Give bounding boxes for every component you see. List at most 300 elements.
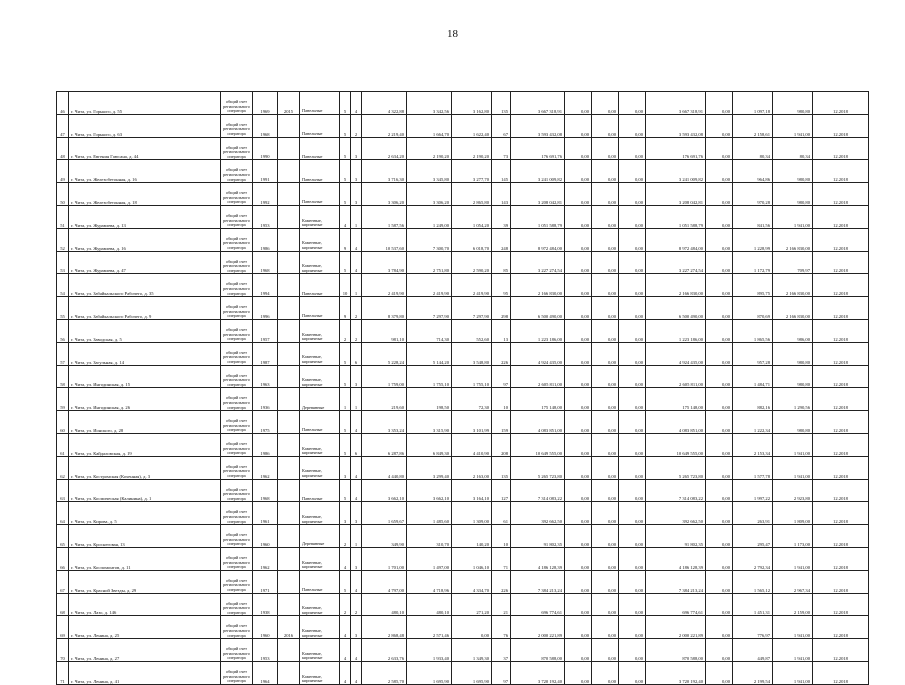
wall-material-cell: Панельные: [300, 160, 340, 183]
fund-other-cell: 0,00: [706, 547, 733, 570]
table-row: [57, 92, 869, 115]
deadline-cell: 12.2018: [813, 593, 869, 616]
fund-local-cell: 0,00: [619, 251, 646, 274]
total-area-cell: 1 587,56: [362, 205, 407, 228]
cost-total-cell: 3 227 274,54: [511, 251, 565, 274]
overhaul-year-cell: [278, 342, 300, 365]
entrances-cell: 6: [351, 433, 362, 456]
table-row: [57, 365, 869, 388]
total-area-cell: 1 759,00: [362, 365, 407, 388]
fund-owner-cell: общий счет регионального оператора: [221, 433, 253, 456]
max-unit-cost-cell: 1 941,00: [773, 433, 813, 456]
entrances-cell: 4: [351, 411, 362, 434]
max-unit-cost-cell: 1 941,00: [773, 205, 813, 228]
deadline-cell: 12.2018: [813, 205, 869, 228]
residents-cell: 10: [492, 525, 511, 548]
floors-cell: 5: [340, 137, 351, 160]
fund-other-cell: 0,00: [706, 525, 733, 548]
fund-local-cell: 0,00: [619, 297, 646, 320]
area-nonliving-cell: 1 046,10: [452, 547, 492, 570]
max-unit-cost-cell: 1 941,00: [773, 661, 813, 684]
residents-cell: 298: [492, 297, 511, 320]
address-cell: г. Чита, ул. Журавлева, д. 16: [69, 228, 221, 251]
fund-other-cell: 0,00: [706, 251, 733, 274]
floors-cell: 5: [340, 570, 351, 593]
commission-year-cell: 1953: [253, 205, 278, 228]
residents-cell: 10: [492, 388, 511, 411]
deadline-cell: 12.2018: [813, 92, 869, 115]
fund-owner-cell: общий счет регионального оператора: [221, 92, 253, 115]
address-cell: г. Чита, ул. Горького, д. 55: [69, 92, 221, 115]
row-number-cell: 57: [57, 342, 69, 365]
fund-federal-cell: 0,00: [565, 570, 592, 593]
fund-owners-cell: 3 241 009,82: [646, 160, 706, 183]
address-cell: г. Чита, ул. Ингодинская, д. 15: [69, 365, 221, 388]
commission-year-cell: 1994: [253, 274, 278, 297]
row-number-cell: 54: [57, 274, 69, 297]
commission-year-cell: 1960: [253, 525, 278, 548]
fund-owners-cell: 2 000 221,89: [646, 616, 706, 639]
deadline-cell: 12.2018: [813, 570, 869, 593]
overhaul-year-cell: [278, 205, 300, 228]
total-area-cell: 3 716,30: [362, 160, 407, 183]
area-nonliving-cell: 3 162,80: [452, 92, 492, 115]
fund-regional-cell: 0,00: [592, 433, 619, 456]
fund-federal-cell: 0,00: [565, 114, 592, 137]
max-unit-cost-cell: 2 166 830,00: [773, 274, 813, 297]
address-cell: г. Чита, ул. Горького, д. 63: [69, 114, 221, 137]
unit-cost-cell: 1 451,31: [733, 593, 773, 616]
wall-material-cell: Каменные, кирпичные: [300, 639, 340, 662]
overhaul-year-cell: [278, 137, 300, 160]
wall-material-cell: Каменные, кирпичные: [300, 228, 340, 251]
fund-federal-cell: 0,00: [565, 365, 592, 388]
fund-local-cell: 0,00: [619, 661, 646, 684]
area-nonliving-cell: 4 334,70: [452, 570, 492, 593]
area-living-cell: 7 297,90: [407, 297, 452, 320]
address-cell: г. Чита, ул. Ленина, д. 25: [69, 616, 221, 639]
area-living-cell: 1 497,00: [407, 547, 452, 570]
fund-owner-cell: общий счет регионального оператора: [221, 228, 253, 251]
overhaul-year-cell: [278, 479, 300, 502]
overhaul-year-cell: 2016: [278, 616, 300, 639]
unit-cost-cell: 1 228,99: [733, 228, 773, 251]
address-cell: г. Чита, ул. Евгения Гаюсана, д. 44: [69, 137, 221, 160]
table-row: [57, 616, 869, 639]
wall-material-cell: Панельные: [300, 479, 340, 502]
table-row: [57, 137, 869, 160]
fund-owners-cell: 696 774,61: [646, 593, 706, 616]
deadline-cell: 12.2018: [813, 388, 869, 411]
table-row: [57, 411, 869, 434]
wall-material-cell: Панельные: [300, 411, 340, 434]
max-unit-cost-cell: 980,80: [773, 365, 813, 388]
total-area-cell: 3 784,90: [362, 251, 407, 274]
area-nonliving-cell: 1 054,20: [452, 205, 492, 228]
max-unit-cost-cell: 1 941,00: [773, 547, 813, 570]
fund-federal-cell: 0,00: [565, 183, 592, 206]
table-row: [57, 251, 869, 274]
max-unit-cost-cell: 2 159,00: [773, 593, 813, 616]
fund-owner-cell: общий счет регионального оператора: [221, 593, 253, 616]
area-nonliving-cell: 2 590,20: [452, 251, 492, 274]
commission-year-cell: 1996: [253, 297, 278, 320]
floors-cell: 5: [340, 251, 351, 274]
area-living-cell: 1 933,40: [407, 639, 452, 662]
total-area-cell: 2 868,48: [362, 616, 407, 639]
table-row: [57, 388, 869, 411]
fund-local-cell: 0,00: [619, 525, 646, 548]
fund-local-cell: 0,00: [619, 114, 646, 137]
floors-cell: 5: [340, 92, 351, 115]
total-area-cell: 8 379,80: [362, 297, 407, 320]
table-row: [57, 160, 869, 183]
deadline-cell: 12.2018: [813, 639, 869, 662]
address-cell: г. Чита, ул. Забайкальского Рабочего, д. 9: [69, 297, 221, 320]
fund-federal-cell: 0,00: [565, 616, 592, 639]
area-nonliving-cell: 0,00: [452, 616, 492, 639]
entrances-cell: 4: [351, 251, 362, 274]
deadline-cell: 12.2018: [813, 433, 869, 456]
wall-material-cell: Каменные, кирпичные: [300, 502, 340, 525]
max-unit-cost-cell: 1 941,00: [773, 616, 813, 639]
table-row: [57, 114, 869, 137]
area-living-cell: 1 755,10: [407, 365, 452, 388]
fund-other-cell: 0,00: [706, 342, 733, 365]
fund-owners-cell: 91 802,35: [646, 525, 706, 548]
table-row: [57, 342, 869, 365]
fund-other-cell: 0,00: [706, 365, 733, 388]
unit-cost-cell: 882,16: [733, 388, 773, 411]
table-row: [57, 205, 869, 228]
fund-regional-cell: 0,00: [592, 502, 619, 525]
overhaul-year-cell: [278, 547, 300, 570]
row-number-cell: 64: [57, 502, 69, 525]
fund-regional-cell: 0,00: [592, 525, 619, 548]
cost-total-cell: 2 000 221,89: [511, 616, 565, 639]
unit-cost-cell: 449,87: [733, 639, 773, 662]
area-living-cell: 2 751,80: [407, 251, 452, 274]
fund-local-cell: 0,00: [619, 183, 646, 206]
fund-owner-cell: общий счет регионального оператора: [221, 274, 253, 297]
deadline-cell: 12.2018: [813, 228, 869, 251]
residents-cell: 67: [492, 114, 511, 137]
residents-cell: 95: [492, 274, 511, 297]
floors-cell: 5: [340, 160, 351, 183]
fund-owner-cell: общий счет регионального оператора: [221, 570, 253, 593]
area-nonliving-cell: 271,20: [452, 593, 492, 616]
overhaul-year-cell: [278, 160, 300, 183]
area-nonliving-cell: 1 755,10: [452, 365, 492, 388]
area-living-cell: 5 144,20: [407, 342, 452, 365]
commission-year-cell: 1986: [253, 228, 278, 251]
area-living-cell: 1 695,90: [407, 661, 452, 684]
area-living-cell: 310,70: [407, 525, 452, 548]
table-row: [57, 456, 869, 479]
entrances-cell: 3: [351, 502, 362, 525]
fund-owners-cell: 176 691,76: [646, 137, 706, 160]
deadline-cell: 12.2018: [813, 365, 869, 388]
fund-owners-cell: 4 083 851,00: [646, 411, 706, 434]
fund-owners-cell: 6 500 490,00: [646, 297, 706, 320]
residents-cell: 73: [492, 137, 511, 160]
fund-owner-cell: общий счет регионального оператора: [221, 183, 253, 206]
residents-cell: 97: [492, 365, 511, 388]
fund-federal-cell: 0,00: [565, 388, 592, 411]
area-living-cell: 3 662,10: [407, 479, 452, 502]
wall-material-cell: Панельные: [300, 274, 340, 297]
max-unit-cost-cell: 2 166 830,00: [773, 228, 813, 251]
fund-federal-cell: 0,00: [565, 411, 592, 434]
cost-total-cell: 4 186 128,39: [511, 547, 565, 570]
row-number-cell: 63: [57, 479, 69, 502]
row-number-cell: 56: [57, 319, 69, 342]
area-nonliving-cell: 4 410,90: [452, 433, 492, 456]
fund-federal-cell: 0,00: [565, 228, 592, 251]
commission-year-cell: 1990: [253, 137, 278, 160]
cost-total-cell: 1 223 186,00: [511, 319, 565, 342]
max-unit-cost-cell: 2 967,34: [773, 570, 813, 593]
max-unit-cost-cell: 2 923,80: [773, 479, 813, 502]
fund-regional-cell: 0,00: [592, 616, 619, 639]
floors-cell: 4: [340, 639, 351, 662]
fund-other-cell: 0,00: [706, 639, 733, 662]
wall-material-cell: Панельные: [300, 183, 340, 206]
table-row: [57, 502, 869, 525]
fund-other-cell: 0,00: [706, 593, 733, 616]
entrances-cell: 4: [351, 570, 362, 593]
fund-owners-cell: 870 588,00: [646, 639, 706, 662]
fund-regional-cell: 0,00: [592, 137, 619, 160]
max-unit-cost-cell: 980,80: [773, 411, 813, 434]
fund-federal-cell: 0,00: [565, 297, 592, 320]
fund-regional-cell: 0,00: [592, 388, 619, 411]
cost-total-cell: 8 972 484,00: [511, 228, 565, 251]
address-cell: г. Чита, ул. Лазо, д. 146: [69, 593, 221, 616]
floors-cell: 5: [340, 114, 351, 137]
fund-local-cell: 0,00: [619, 319, 646, 342]
area-nonliving-cell: 3 548,80: [452, 342, 492, 365]
max-unit-cost-cell: 80,34: [773, 137, 813, 160]
unit-cost-cell: 1 865,56: [733, 319, 773, 342]
floors-cell: 3: [340, 502, 351, 525]
total-area-cell: 6 287,86: [362, 433, 407, 456]
residents-cell: 226: [492, 342, 511, 365]
area-nonliving-cell: 72,30: [452, 388, 492, 411]
total-area-cell: 4 797,00: [362, 570, 407, 593]
row-number-cell: 70: [57, 639, 69, 662]
fund-owner-cell: общий счет регионального оператора: [221, 479, 253, 502]
fund-regional-cell: 0,00: [592, 547, 619, 570]
commission-year-cell: 1953: [253, 639, 278, 662]
fund-owners-cell: 2 166 830,00: [646, 274, 706, 297]
unit-cost-cell: 1 172,79: [733, 251, 773, 274]
total-area-cell: 3 662,10: [362, 479, 407, 502]
fund-owners-cell: 175 148,00: [646, 388, 706, 411]
row-number-cell: 66: [57, 547, 69, 570]
fund-other-cell: 0,00: [706, 183, 733, 206]
row-number-cell: 67: [57, 570, 69, 593]
commission-year-cell: 1975: [253, 411, 278, 434]
residents-cell: 135: [492, 92, 511, 115]
total-area-cell: 981,10: [362, 319, 407, 342]
address-cell: г. Чита, ул. Кирова, д. 5: [69, 502, 221, 525]
fund-owner-cell: общий счет регионального оператора: [221, 137, 253, 160]
fund-federal-cell: 0,00: [565, 92, 592, 115]
total-area-cell: 10 537,60: [362, 228, 407, 251]
fund-owner-cell: общий счет регионального оператора: [221, 160, 253, 183]
entrances-cell: 4: [351, 479, 362, 502]
overhaul-year-cell: [278, 639, 300, 662]
cost-total-cell: 870 588,00: [511, 639, 565, 662]
cost-total-cell: 176 691,76: [511, 137, 565, 160]
fund-regional-cell: 0,00: [592, 228, 619, 251]
address-cell: г. Чита, ул. Ионского, д. 28: [69, 411, 221, 434]
cost-total-cell: 3 241 009,82: [511, 160, 565, 183]
floors-cell: 5: [340, 479, 351, 502]
fund-federal-cell: 0,00: [565, 433, 592, 456]
total-area-cell: 2 419,90: [362, 274, 407, 297]
fund-regional-cell: 0,00: [592, 274, 619, 297]
deadline-cell: 12.2018: [813, 616, 869, 639]
wall-material-cell: Каменные, кирпичные: [300, 547, 340, 570]
overhaul-year-cell: [278, 433, 300, 456]
residents-cell: 39: [492, 205, 511, 228]
address-cell: г. Чита, ул. Забайкальского Рабочего, д. 35: [69, 274, 221, 297]
fund-local-cell: 0,00: [619, 274, 646, 297]
fund-federal-cell: 0,00: [565, 160, 592, 183]
cost-total-cell: 5 265 723,80: [511, 456, 565, 479]
max-unit-cost-cell: 986,00: [773, 319, 813, 342]
unit-cost-cell: 2 158,61: [733, 114, 773, 137]
deadline-cell: 12.2018: [813, 160, 869, 183]
row-number-cell: 61: [57, 433, 69, 456]
address-cell: г. Чита, ул. Загульная, д. 14: [69, 342, 221, 365]
row-number-cell: 69: [57, 616, 69, 639]
fund-regional-cell: 0,00: [592, 160, 619, 183]
fund-regional-cell: 0,00: [592, 297, 619, 320]
fund-local-cell: 0,00: [619, 639, 646, 662]
address-cell: г. Чита, ул. Железобетонная, д. 18: [69, 183, 221, 206]
address-cell: г. Чита, ул. Ленина, д. 41: [69, 661, 221, 684]
cost-total-cell: 7 384 213,24: [511, 570, 565, 593]
address-cell: г. Чита, ул. Заводская, д. 5: [69, 319, 221, 342]
total-area-cell: 219,60: [362, 388, 407, 411]
area-living-cell: 6 849,30: [407, 433, 452, 456]
commission-year-cell: 1938: [253, 593, 278, 616]
unit-cost-cell: 895,75: [733, 274, 773, 297]
entrances-cell: 3: [351, 137, 362, 160]
max-unit-cost-cell: 1 173,00: [773, 525, 813, 548]
residents-cell: 13: [492, 319, 511, 342]
total-area-cell: 5 228,24: [362, 342, 407, 365]
wall-material-cell: Каменные, кирпичные: [300, 433, 340, 456]
wall-material-cell: Панельные: [300, 570, 340, 593]
floors-cell: 2: [340, 593, 351, 616]
entrances-cell: 2: [351, 319, 362, 342]
unit-cost-cell: 1 484,71: [733, 365, 773, 388]
area-nonliving-cell: 552,60: [452, 319, 492, 342]
fund-other-cell: 0,00: [706, 502, 733, 525]
fund-local-cell: 0,00: [619, 570, 646, 593]
cost-total-cell: 4 083 851,00: [511, 411, 565, 434]
fund-owners-cell: 7 384 213,24: [646, 570, 706, 593]
area-living-cell: 1 485,60: [407, 502, 452, 525]
overhaul-year-cell: [278, 456, 300, 479]
overhaul-year-cell: [278, 114, 300, 137]
fund-local-cell: 0,00: [619, 92, 646, 115]
deadline-cell: 12.2018: [813, 274, 869, 297]
table-row: [57, 593, 869, 616]
overhaul-year-cell: [278, 297, 300, 320]
unit-cost-cell: 970,28: [733, 183, 773, 206]
row-number-cell: 65: [57, 525, 69, 548]
total-area-cell: 480,10: [362, 593, 407, 616]
table-row: [57, 319, 869, 342]
fund-regional-cell: 0,00: [592, 342, 619, 365]
address-cell: г. Чита, ул. Журавлева, д. 13: [69, 205, 221, 228]
fund-regional-cell: 0,00: [592, 183, 619, 206]
cost-total-cell: 2 166 830,00: [511, 274, 565, 297]
total-area-cell: 2 219,40: [362, 114, 407, 137]
fund-regional-cell: 0,00: [592, 456, 619, 479]
fund-owners-cell: 1 051 588,79: [646, 205, 706, 228]
fund-owner-cell: общий счет регионального оператора: [221, 114, 253, 137]
fund-regional-cell: 0,00: [592, 411, 619, 434]
fund-local-cell: 0,00: [619, 137, 646, 160]
fund-local-cell: 0,00: [619, 388, 646, 411]
fund-federal-cell: 0,00: [565, 525, 592, 548]
commission-year-cell: 1963: [253, 365, 278, 388]
fund-regional-cell: 0,00: [592, 365, 619, 388]
fund-owners-cell: 3 593 432,08: [646, 114, 706, 137]
entrances-cell: 3: [351, 547, 362, 570]
unit-cost-cell: 776,97: [733, 616, 773, 639]
floors-cell: 2: [340, 525, 351, 548]
overhaul-year-cell: [278, 570, 300, 593]
unit-cost-cell: 2 199,54: [733, 661, 773, 684]
deadline-cell: 12.2018: [813, 456, 869, 479]
row-number-cell: 59: [57, 388, 69, 411]
wall-material-cell: Панельные: [300, 92, 340, 115]
entrances-cell: 1: [351, 388, 362, 411]
row-number-cell: 58: [57, 365, 69, 388]
commission-year-cell: 1957: [253, 319, 278, 342]
area-nonliving-cell: 7 297,90: [452, 297, 492, 320]
fund-regional-cell: 0,00: [592, 593, 619, 616]
commission-year-cell: 1961: [253, 502, 278, 525]
fund-owner-cell: общий счет регионального оператора: [221, 319, 253, 342]
address-cell: г. Чита, ул. Красной Звезды, д. 29: [69, 570, 221, 593]
area-nonliving-cell: 3 277,70: [452, 160, 492, 183]
fund-regional-cell: 0,00: [592, 92, 619, 115]
max-unit-cost-cell: 980,80: [773, 183, 813, 206]
fund-owners-cell: 7 314 083,22: [646, 479, 706, 502]
fund-other-cell: 0,00: [706, 92, 733, 115]
row-number-cell: 51: [57, 205, 69, 228]
area-living-cell: 7 300,70: [407, 228, 452, 251]
floors-cell: 9: [340, 228, 351, 251]
fund-owners-cell: 392 662,50: [646, 502, 706, 525]
entrances-cell: 4: [351, 228, 362, 251]
residents-cell: 159: [492, 411, 511, 434]
floors-cell: 10: [340, 274, 351, 297]
total-area-cell: 2 634,20: [362, 137, 407, 160]
entrances-cell: 3: [351, 183, 362, 206]
residents-cell: 71: [492, 547, 511, 570]
entrances-cell: 4: [351, 456, 362, 479]
area-living-cell: 3 306,20: [407, 183, 452, 206]
